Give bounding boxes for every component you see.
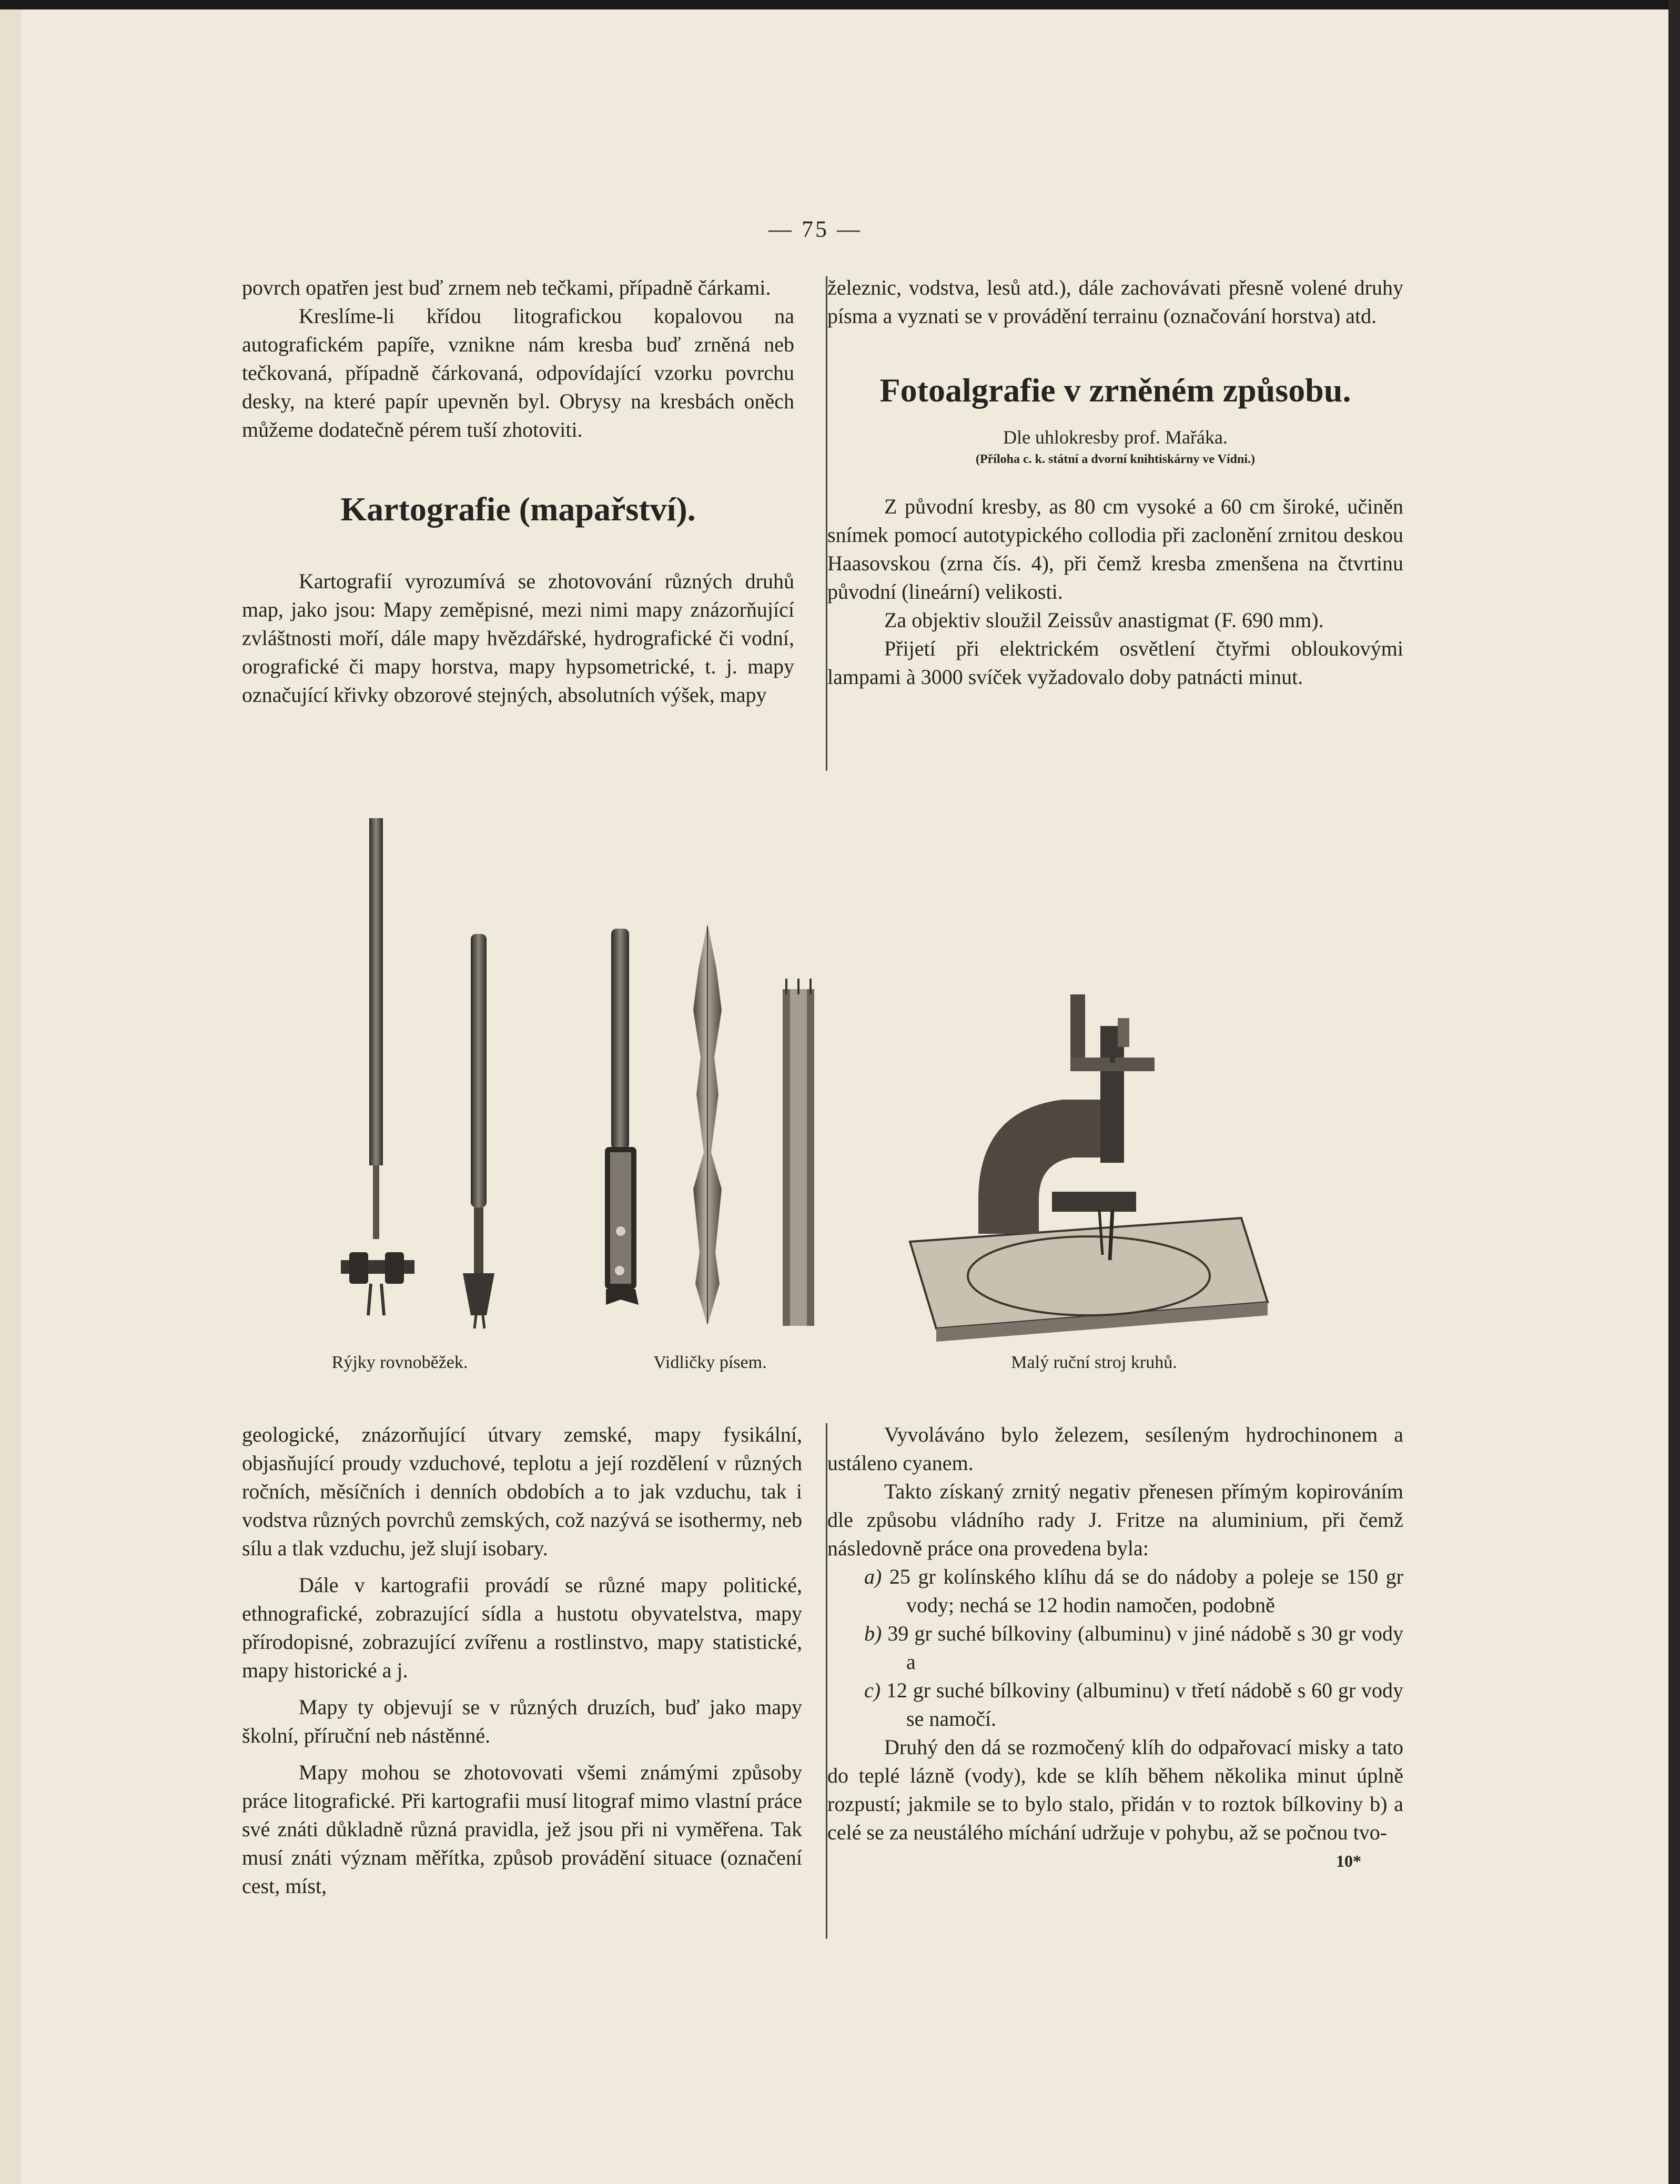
paragraph: Dále v kartografii provádí se různé mapy politické, ethnografické, zobrazující sídla a hustotu obyvatelstva, mapy přírodopisné, zobrazující zvířenu a rostlinstvo, mapy statistické, mapy historické a j. <box>242 1573 802 1682</box>
paragraph: Z původní kresby, as 80 cm vysoké a 60 cm široké, učiněn snímek pomocí autotypického collodia při zaclonění zrnitou deskou Haasovskou (zrna čís. 4), při čemž kresba zmenšena na čtvrtinu původní (lineární) velikosti. <box>827 495 1403 603</box>
list-label: c) <box>864 1678 881 1702</box>
paragraph: železnic, vodstva, lesů atd.), dále zachovávati přesně volené druhy písma a vyznati se v provádění terrainu (označování horstva) atd. <box>827 276 1403 328</box>
paragraph: Mapy mohou se zhotovovati všemi známými způsoby práce litografické. Při kartografii musí litograf mimo vlastní práce své znáti důkladně různá pravidla, jež jsou při ni vyměřena. Tak musí znáti význam měřítka, způsob provádění situace (označení cest, míst, <box>242 1760 802 1898</box>
list-item <box>827 1563 1403 1619</box>
paragraph: povrch opatřen jest buď zrnem neb tečkami, případně čárkami. <box>242 276 771 299</box>
parallel-ruler-tool-1 <box>341 818 414 1315</box>
left-bottom-column <box>242 1421 802 1900</box>
list-item <box>827 1676 1403 1733</box>
paragraph: Kreslíme-li křídou litografickou kopalovou na autografickém papíře, vznikne nám kresba buď zrněná neb tečkovaná, případně čárkovaná, odpovídající vzorku povrchu desky, na které papír upevněn byl. Obrysy na kresbách oněch můžeme dodatečně pérem tuší zhotoviti. <box>242 304 794 441</box>
paragraph: Za objektiv sloužil Zeissův anastigmat (F. 690 mm). <box>884 608 1324 632</box>
subheading-author: Dle uhlokresby prof. Mařáka. <box>1003 427 1228 448</box>
paragraph: Kartografií vyrozumívá se zhotovování různých druhů map, jako jsou: Mapy zeměpisné, mezi nimi mapy znázorňující zvláštnosti moří, dále mapy hvězdářské, hydrografické či vodní, orografické či mapy horstva, mapy hypsometrické, t. j. mapy označující křivky obzorové stejných, absolutních výšek, mapy <box>242 569 794 707</box>
list-label: a) <box>864 1565 882 1588</box>
figure-caption-machine: Malý ruční stroj kruhů. <box>1011 1353 1177 1372</box>
note-attachment: (Příloha c. k. státní a dvorní knihtiskárny ve Vídni.) <box>976 452 1255 466</box>
paragraph: Mapy ty objevují se v různých druzích, buď jako mapy školní, příruční neb nástěnné. <box>242 1695 802 1747</box>
parallel-ruler-tool-2 <box>463 934 494 1328</box>
figure-caption-forks: Vidličky písem. <box>653 1353 767 1372</box>
right-bottom-column <box>827 1421 1403 1875</box>
paragraph: geologické, znázorňující útvary zemské, mapy fysikální, objasňující proudy vzduchové, teplotu a její rozdělení v různých ročních, měsíčních i denních obdobích a to jak vzduchu, tak i vodstva různých povrchů zemských, což nazývá se isothermy, neb sílu a tlak vzduchu, jež slují isobary. <box>242 1423 802 1560</box>
circle-machine-illustration <box>910 994 1268 1342</box>
letter-fork-tool-2 <box>693 923 722 1326</box>
page-number: — 75 — <box>768 216 862 242</box>
section-heading-kartografie: Kartografie (mapařství). <box>340 490 696 528</box>
section-heading-fotoalgrafie: Fotoalgrafie v zrněném způsobu. <box>879 371 1351 409</box>
list-text: 12 gr suché bílkoviny (albuminu) v třetí nádobě s 60 gr vody se namočí. <box>886 1678 1404 1730</box>
list-text: 39 gr suché bílkoviny (albuminu) v jiné nádobě s 30 gr vody a <box>887 1622 1404 1674</box>
figure-caption-ruler: Rýjky rovnoběžek. <box>331 1353 468 1372</box>
list-text: 25 gr kolínského klíhu dá se do nádoby a poleje se 150 gr vody; nechá se 12 hodin namočen, podobně <box>889 1565 1403 1617</box>
paragraph: Vyvoláváno bylo železem, sesíleným hydrochinonem a ustáleno cyanem. <box>827 1423 1403 1475</box>
letter-fork-tool-1 <box>605 929 639 1305</box>
letter-fork-tool-3 <box>783 979 814 1326</box>
paragraph: Takto získaný zrnitý negativ přenesen přímým kopirováním dle způsobu vládního rady J. Fritze na aluminium, při čemž následovně práce ona provedena byla: <box>827 1480 1403 1560</box>
paragraph: Druhý den dá se rozmočený klíh do odpařovací misky a tato do teplé lázně (vody), kde se klíh během několika minut úplně rozpustí; jakmile se to bylo stalo, přidán v to roztok bílkoviny b) a celé se za neustálého míchání udržuje v pohybu, až se počnou tvo- <box>827 1735 1403 1844</box>
list-label: b) <box>864 1622 882 1645</box>
sheet-signature: 10* <box>1336 1851 1361 1870</box>
paragraph: Přijetí při elektrickém osvětlení čtyřmi obloukovými lampami à 3000 svíček vyžadovalo doby patnácti minut. <box>827 637 1403 689</box>
list-item <box>827 1619 1403 1676</box>
